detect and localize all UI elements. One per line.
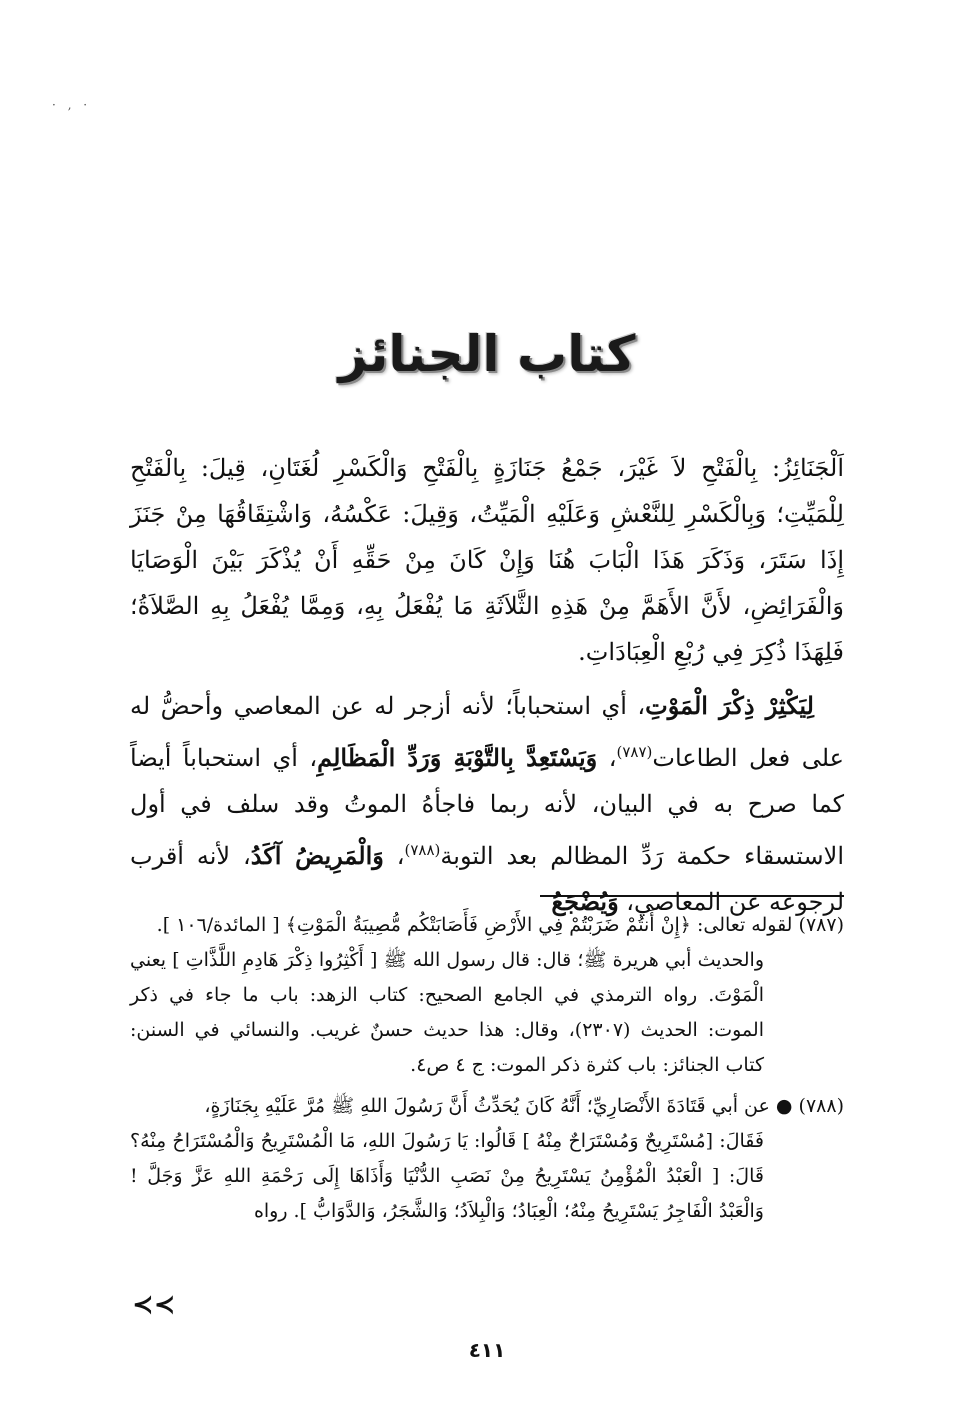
footnote-number: (٧٨٨) xyxy=(798,1095,844,1117)
page-number: ٤١١ xyxy=(468,1338,506,1362)
footnote-787 xyxy=(130,908,844,1083)
text-segment: ، أي استحباباً؛ لأنه أزجر له عن المعاصي وأحضُّ له على فعل الطاعات xyxy=(130,692,844,772)
text-segment: ، xyxy=(383,842,405,870)
keyword-dhikr-almawt: لِيَكْثِرْ ذِكْرَ الْمَوْتِ xyxy=(645,691,814,720)
continuation-arrows-icon: ≺≺ xyxy=(132,1290,176,1320)
text-segment: ، أي استحباباً أيضاً كما صرح به في البيان، لأنه ربما فاجأهُ الموتُ وقد سلف في أول الاستسقاء حكمة رَدِّ المظالم بعد التوبة xyxy=(130,744,845,870)
footnote-787-continuation: والحديث أبي هريرة ﷺ؛ قال: قال رسول الله ﷺ [ أَكْثِرُوا ذِكْرَ هَادِمِ اللَّذَّاتِ ] يعني الْمَوْتَ. رواه الترمذي في الجامع الصحيح: كتاب الزهد: باب ما جاء في ذكر الموت: الحديث (٢٣٠٧)، وقال: هذا حديث حسنٌ غريب. والنسائي في السنن: كتاب الجنائز: باب كثرة ذكر الموت: ج ٤ ص٤. xyxy=(130,949,764,1076)
text-segment: ، xyxy=(597,744,617,772)
footnote-788 xyxy=(130,1089,844,1229)
text-segment: ، لأنه أقرب لرجوعه عن المعاصي، xyxy=(130,842,844,916)
footnote-787-first-line xyxy=(130,908,844,943)
keyword-yudja: وَيُضْجَعُ xyxy=(551,887,619,916)
footnotes xyxy=(130,908,844,1235)
keyword-tawba: وَيَسْتَعِدَّ بِالتَّوْبَةِ وَرَدِّ الْمَظَالِمِ xyxy=(317,743,598,772)
paragraph-1: اَلْجَنَائِزُ: بِالْفَتْحِ لاَ غَيْرَ، جَمْعُ جَنَازَةٍ بِالْفَتْحِ وَالْكَسْرِ لُغَتَانِ، قِيلَ: بِالْفَتْحِ لِلْمَيِّتِ؛ وَبِالْكَسْرِ لِلنَّعْشِ وَعَلَيْهِ الْمَيِّتُ، وَقِيلَ: عَكْسُهُ، وَاشْتِقَاقُهَا مِنْ جَنَزَ إِذَا سَتَرَ، وَذَكَرَ هَذَا الْبَابَ هُنَا وَإِنْ كَانَ مِنْ حَقِّهِ أَنْ يُذْكَرَ بَيْنَ الْوَصَايَا وَالْفَرَائِضِ، لأَنَّ الأَهَمَّ مِنْ هَذِهِ الثَّلاَثَةِ مَا يُفْعَلُ بِهِ، وَمِمَّا يُفْعَلُ بِهِ الصَّلاَةُ؛ فَلِهَذَا ذُكِرَ فِي رُبْعِ الْعِبَادَاتِ. xyxy=(130,454,845,666)
paragraph-2 xyxy=(130,683,844,925)
footnote-788-first-line xyxy=(130,1089,844,1124)
main-body xyxy=(130,445,844,933)
footnote-788-continuation: فَقَالَ: [مُسْتَرِيحٌ وَمُسْتَرَاحٌ مِنْهُ ] قَالُوا: يَا رَسُولَ اللهِ، مَا الْمُسْتَرِيحُ وَالْمُسْتَرَاحُ مِنْهُ؟ قَالَ: [ الْعَبْدُ الْمُؤْمِنُ يَسْتَرِيحُ مِنْ نَصَبِ الدُّنْيَا وَأَذَاهَا إِلَى رَحْمَةِ اللهِ عَزَّ وَجَلَّ ! وَالْعَبْدُ الْفَاجِرُ يَسْتَرِيحُ مِنْهُ؛ الْعِبَادُ؛ وَالْبِلاَدُ؛ وَالشَّجَرُ، وَالدَّوَابُّ ]. رواه xyxy=(130,1130,764,1222)
footnote-text: ● عن أبي قَتَادَةَ الأَنْصَارِيِّ؛ أَنَّهُ كَانَ يُحَدِّثُ أَنَّ رَسُولَ اللهِ ﷺ مُرَّ عَلَيْهِ بِجَنَازَةٍ، xyxy=(204,1095,793,1117)
scan-specks: · ‚ · xyxy=(52,98,92,112)
footnote-number: (٧٨٧) xyxy=(798,914,844,936)
footnote-ref-787[interactable]: (٧٨٧) xyxy=(616,743,653,761)
keyword-almarid: وَالْمَرِيضُ آكَدُ xyxy=(250,841,384,870)
footnote-separator xyxy=(540,895,844,897)
footnote-text: لقوله تعالى: ﴿إِنْ أَنتُمْ ضَرَبْتُمْ فِي الأَرْضِ فَأَصَابَتْكُم مُّصِيبَةُ الْمَوْتِ﴾ [ المائدة/١٠٦ ]. xyxy=(156,914,793,936)
footnote-ref-788[interactable]: (٧٨٨) xyxy=(404,841,441,859)
chapter-title: كتاب الجنائز xyxy=(338,325,636,383)
